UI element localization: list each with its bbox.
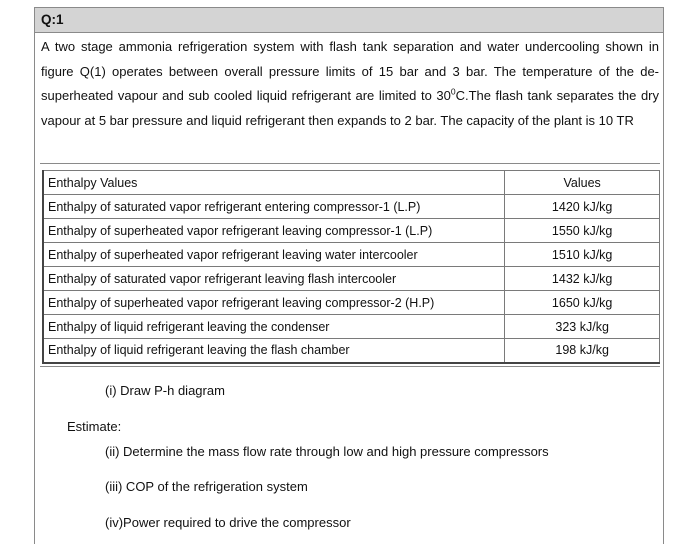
degree-superscript: 0 [450,86,456,97]
row-name: Enthalpy of superheated vapor refrigerant leaving compressor-1 (L.P) [43,219,505,243]
table-row [43,315,660,339]
problem-statement [41,35,659,133]
column-header-enthalpy: Enthalpy Values [43,171,505,195]
enthalpy-table [42,170,660,364]
row-name: Enthalpy of liquid refrigerant leaving the flash chamber [43,339,505,363]
estimate-label: Estimate: [67,419,122,434]
row-value: 1510 kJ/kg [505,243,660,267]
row-value: 1432 kJ/kg [505,267,660,291]
row-value: 198 kJ/kg [505,339,660,363]
row-value: 1420 kJ/kg [505,195,660,219]
table-row [43,267,660,291]
row-value: 1650 kJ/kg [505,291,660,315]
row-value: 323 kJ/kg [505,315,660,339]
row-name: Enthalpy of saturated vapor refrigerant entering compressor-1 (L.P) [43,195,505,219]
task-power-required: (iv)Power required to drive the compressor [105,515,351,530]
column-header-values: Values [505,171,660,195]
table-row [43,339,660,363]
row-name: Enthalpy of superheated vapor refrigerant leaving compressor-2 (H.P) [43,291,505,315]
table-row [43,219,660,243]
row-name: Enthalpy of liquid refrigerant leaving the condenser [43,315,505,339]
question-frame [34,7,664,544]
table-header-row [43,171,660,195]
table-row [43,195,660,219]
enthalpy-table-container [40,163,660,367]
task-cop: (iii) COP of the refrigeration system [105,479,308,494]
table-row [43,243,660,267]
row-name: Enthalpy of saturated vapor refrigerant leaving flash intercooler [43,267,505,291]
row-name: Enthalpy of superheated vapor refrigerant leaving water intercooler [43,243,505,267]
task-draw-ph-diagram: (i) Draw P-h diagram [105,383,225,398]
statement-text-start: A two stage ammonia refrigeration system with flash tank separation and water undercooling shown in figure Q(1) operates between overall pressure limits of 15 bar and 3 bar. The temperature of the de-superheated vapour and sub cooled liquid refrigerant are limited to 30 [41,39,659,103]
question-label: Q:1 [35,8,663,33]
task-mass-flow-rate: (ii) Determine the mass flow rate through low and high pressure compressors [105,444,549,459]
statement-text-end: C.The flash tank separates the dry vapour at 5 bar pressure and liquid refrigerant then expands to 2 bar. The capacity of the plant is 10 TR [41,88,659,128]
row-value: 1550 kJ/kg [505,219,660,243]
table-row [43,291,660,315]
